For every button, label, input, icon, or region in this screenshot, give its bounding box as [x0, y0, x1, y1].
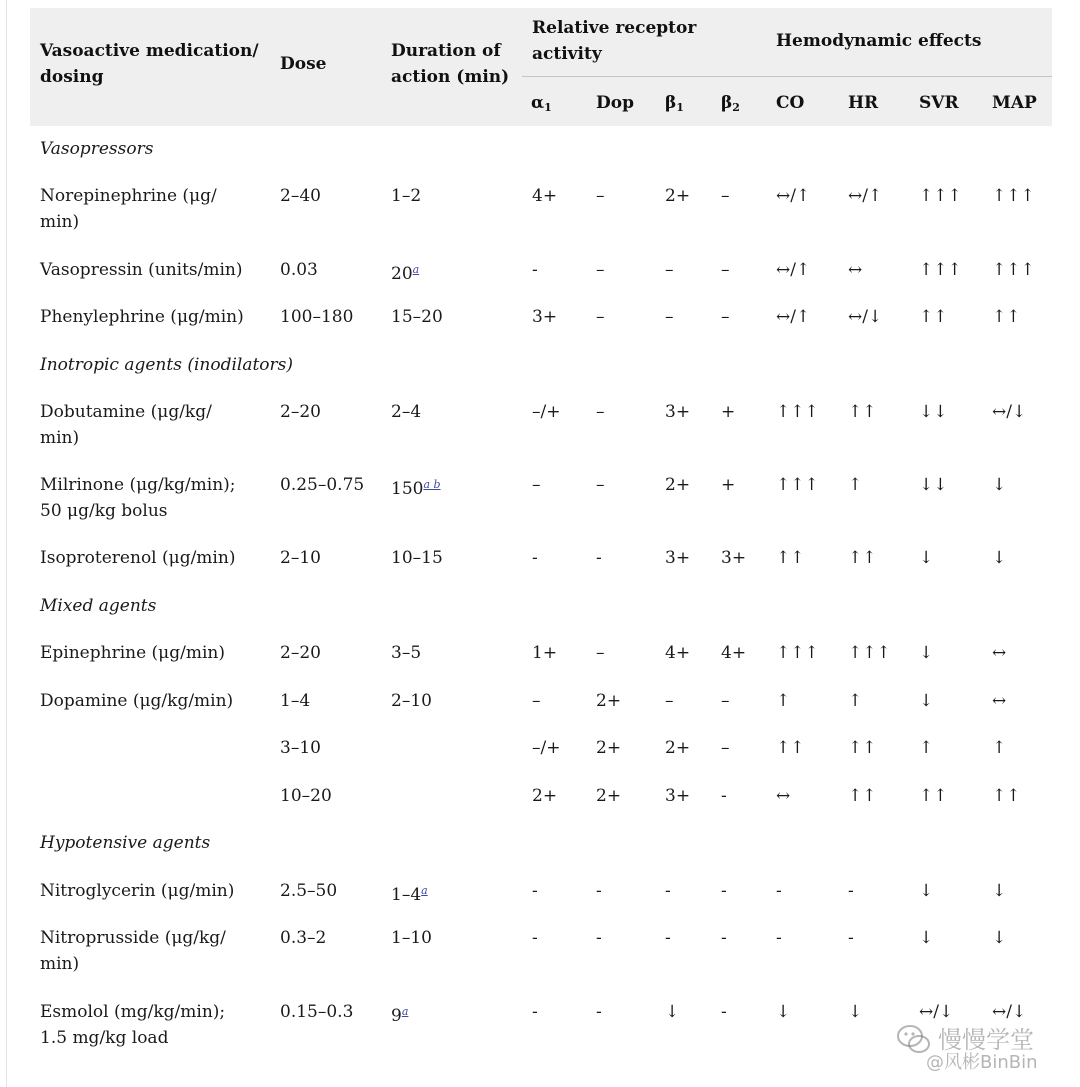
map-cell: ↑↑	[992, 786, 1021, 806]
svr-cell: ↓	[919, 643, 934, 663]
b2-cell: -	[721, 881, 727, 901]
b1-cell: –	[665, 260, 674, 280]
svr-cell: ↓	[919, 928, 934, 948]
medication-name: min)	[40, 428, 80, 448]
dop-cell: 2+	[596, 691, 622, 711]
duration-cell	[391, 688, 432, 714]
dose-cell: 0.15–0.3	[280, 1002, 354, 1022]
map-cell: ↔/↓	[992, 402, 1027, 422]
svr-cell: ↑↑	[919, 307, 948, 327]
dop-cell: –	[596, 307, 605, 327]
section-hypotensive: Hypotensive agents	[40, 833, 211, 853]
co-cell: ↑↑↑	[776, 475, 819, 495]
b2-cell: –	[721, 738, 730, 758]
b2-cell: -	[721, 786, 727, 806]
header-svr: SVR	[919, 93, 959, 113]
duration-cell	[391, 999, 408, 1029]
b2-cell: –	[721, 186, 730, 206]
a1-cell: –/+	[532, 402, 561, 422]
duration-value: 1–4	[391, 885, 422, 905]
hr-cell: ↑	[848, 475, 863, 495]
medication-name: Dopamine (μg/kg/min)	[40, 691, 234, 711]
dop-cell: 2+	[596, 786, 622, 806]
duration-value: 3–5	[391, 643, 422, 663]
co-cell: ↑↑↑	[776, 402, 819, 422]
dose-cell: 2–20	[280, 643, 321, 663]
medication-name: min)	[40, 954, 80, 974]
a1-cell: –/+	[532, 738, 561, 758]
alpha-symbol: α	[531, 93, 545, 113]
b2-cell: –	[721, 260, 730, 280]
b1-cell: 4+	[665, 643, 691, 663]
duration-value: 2–4	[391, 402, 422, 422]
dose-cell: 2.5–50	[280, 881, 338, 901]
medication-name: 1.5 mg/kg load	[40, 1028, 169, 1048]
hr-cell: ↔/↑	[848, 186, 883, 206]
co-cell: ↑↑	[776, 548, 805, 568]
b1-cell: 3+	[665, 402, 691, 422]
medication-name: Milrinone (μg/kg/min);	[40, 475, 236, 495]
footnote-link[interactable]: a b	[423, 478, 441, 491]
header-hr: HR	[848, 93, 879, 113]
beta1-subscript: 1	[676, 101, 684, 114]
b1-cell: 2+	[665, 475, 691, 495]
a1-cell: 3+	[532, 307, 558, 327]
medication-name: Epinephrine (μg/min)	[40, 643, 225, 663]
header-receptor-line1: Relative receptor	[532, 18, 697, 38]
dop-cell: -	[596, 928, 602, 948]
dop-cell: -	[596, 548, 602, 568]
footnote-link[interactable]: a	[421, 884, 428, 897]
co-cell: ↔	[776, 786, 791, 806]
duration-cell	[391, 925, 432, 951]
dop-cell: -	[596, 1002, 602, 1022]
b1-cell: –	[665, 691, 674, 711]
b1-cell: 2+	[665, 186, 691, 206]
a1-cell: 2+	[532, 786, 558, 806]
section-mixed: Mixed agents	[40, 596, 157, 616]
a1-cell: -	[532, 928, 538, 948]
medication-name: Dobutamine (μg/kg/	[40, 402, 212, 422]
duration-value: 1–10	[391, 928, 432, 948]
svr-cell: ↑↑↑	[919, 260, 962, 280]
co-cell: ↔/↑	[776, 186, 811, 206]
a1-cell: -	[532, 260, 538, 280]
svr-cell: ↓↓	[919, 475, 948, 495]
svr-cell: ↑↑	[919, 786, 948, 806]
header-receptor-line2: activity	[532, 44, 602, 64]
a1-cell: –	[532, 475, 541, 495]
co-cell: ↑↑	[776, 738, 805, 758]
map-cell: ↑↑↑	[992, 186, 1035, 206]
duration-value: 20	[391, 264, 413, 284]
co-cell: ↑	[776, 691, 791, 711]
header-co: CO	[776, 93, 805, 113]
medication-name: Nitroglycerin (μg/min)	[40, 881, 235, 901]
header-medication	[40, 38, 259, 90]
header-medication-line2: dosing	[40, 67, 104, 87]
svr-cell: ↓	[919, 548, 934, 568]
left-border	[6, 0, 7, 1087]
b2-cell: –	[721, 691, 730, 711]
medication-name: Esmolol (mg/kg/min);	[40, 1002, 226, 1022]
svr-cell: ↔/↓	[919, 1002, 954, 1022]
co-cell: ↓	[776, 1002, 791, 1022]
duration-value: 10–15	[391, 548, 443, 568]
co-cell: -	[776, 928, 782, 948]
duration-cell	[391, 472, 441, 502]
svr-cell: ↓↓	[919, 402, 948, 422]
beta2-symbol: β	[721, 93, 733, 113]
dop-cell: –	[596, 643, 605, 663]
hr-cell: ↔	[848, 260, 863, 280]
beta1-symbol: β	[665, 93, 677, 113]
duration-value: 1–2	[391, 186, 422, 206]
duration-cell	[391, 183, 421, 209]
hr-cell: ↑↑	[848, 786, 877, 806]
b2-cell: +	[721, 402, 736, 422]
footnote-link[interactable]: a	[401, 1005, 409, 1018]
b2-cell: +	[721, 475, 736, 495]
map-cell: ↓	[992, 881, 1007, 901]
b2-cell: -	[721, 1002, 727, 1022]
map-cell: ↑	[992, 738, 1007, 758]
duration-cell	[391, 399, 421, 425]
section-vasopressors: Vasopressors	[40, 139, 154, 159]
a1-cell: -	[532, 881, 538, 901]
dose-cell: 2–40	[280, 186, 321, 206]
duration-cell	[391, 878, 428, 908]
b2-cell: 4+	[721, 643, 747, 663]
header-beta1	[665, 90, 684, 121]
medication-name: Isoproterenol (μg/min)	[40, 548, 236, 568]
duration-cell	[391, 545, 443, 571]
hr-cell: -	[848, 881, 854, 901]
hr-cell: ↓	[848, 1002, 863, 1022]
map-cell: ↓	[992, 928, 1007, 948]
map-cell: ↑↑↑	[992, 260, 1035, 280]
header-group-rule	[522, 76, 1052, 77]
dose-cell: 3–10	[280, 738, 321, 758]
medication-name: Nitroprusside (μg/kg/	[40, 928, 226, 948]
map-cell: ↓	[992, 548, 1007, 568]
header-dop: Dop	[596, 93, 634, 113]
duration-cell	[391, 304, 443, 330]
svr-cell: ↓	[919, 691, 934, 711]
duration-value: 9	[391, 1006, 402, 1026]
duration-cell	[391, 640, 421, 666]
b2-cell: 3+	[721, 548, 747, 568]
duration-value: 2–10	[391, 691, 432, 711]
dose-cell: 2–10	[280, 548, 321, 568]
dop-cell: 2+	[596, 738, 622, 758]
watermark-title: 慢慢学堂	[938, 1026, 1034, 1054]
b1-cell: 3+	[665, 786, 691, 806]
medication-name: Vasopressin (units/min)	[40, 260, 243, 280]
co-cell: ↔/↑	[776, 260, 811, 280]
b1-cell: –	[665, 307, 674, 327]
header-duration-line1: Duration of	[391, 41, 501, 61]
duration-value: 150	[391, 479, 424, 499]
header-hemodynamic-group: Hemodynamic effects	[776, 31, 982, 51]
medication-name: min)	[40, 212, 80, 232]
dop-cell: –	[596, 475, 605, 495]
hr-cell: ↑	[848, 691, 863, 711]
b1-cell: 3+	[665, 548, 691, 568]
header-receptor-group	[532, 15, 696, 67]
header-beta2	[721, 90, 740, 121]
header-medication-line1: Vasoactive medication/	[40, 41, 259, 61]
b2-cell: -	[721, 928, 727, 948]
header-duration	[391, 38, 509, 90]
hr-cell: ↑↑	[848, 738, 877, 758]
dose-cell: 0.3–2	[280, 928, 327, 948]
map-cell: ↔	[992, 643, 1007, 663]
b1-cell: ↓	[665, 1002, 680, 1022]
svr-cell: ↓	[919, 881, 934, 901]
dop-cell: –	[596, 402, 605, 422]
b1-cell: -	[665, 928, 671, 948]
a1-cell: 4+	[532, 186, 558, 206]
medication-name: Phenylephrine (μg/min)	[40, 307, 244, 327]
dose-cell: 2–20	[280, 402, 321, 422]
beta2-subscript: 2	[732, 101, 740, 114]
co-cell: -	[776, 881, 782, 901]
co-cell: ↔/↑	[776, 307, 811, 327]
svr-cell: ↑	[919, 738, 934, 758]
duration-value: 15–20	[391, 307, 443, 327]
section-inotropic: Inotropic agents (inodilators)	[40, 355, 294, 375]
b1-cell: 2+	[665, 738, 691, 758]
dop-cell: –	[596, 186, 605, 206]
svr-cell: ↑↑↑	[919, 186, 962, 206]
dop-cell: –	[596, 260, 605, 280]
a1-cell: 1+	[532, 643, 558, 663]
dose-cell: 0.25–0.75	[280, 475, 365, 495]
map-cell: ↔	[992, 691, 1007, 711]
hr-cell: -	[848, 928, 854, 948]
header-alpha1	[531, 90, 552, 121]
dose-cell: 10–20	[280, 786, 332, 806]
map-cell: ↑↑	[992, 307, 1021, 327]
hr-cell: ↑↑	[848, 548, 877, 568]
a1-cell: -	[532, 548, 538, 568]
hr-cell: ↑↑↑	[848, 643, 891, 663]
a1-cell: -	[532, 1002, 538, 1022]
header-duration-line2: action (min)	[391, 67, 510, 87]
footnote-link[interactable]: a	[412, 263, 420, 276]
co-cell: ↑↑↑	[776, 643, 819, 663]
header-map: MAP	[992, 93, 1037, 113]
dop-cell: -	[596, 881, 602, 901]
medication-name: Norepinephrine (μg/	[40, 186, 217, 206]
map-cell: ↔/↓	[992, 1002, 1027, 1022]
map-cell: ↓	[992, 475, 1007, 495]
hr-cell: ↔/↓	[848, 307, 883, 327]
dose-cell: 100–180	[280, 307, 354, 327]
medication-name: 50 μg/kg bolus	[40, 501, 168, 521]
alpha-subscript: 1	[544, 101, 552, 114]
dose-cell: 1–4	[280, 691, 311, 711]
b1-cell: -	[665, 881, 671, 901]
duration-cell	[391, 257, 419, 287]
b2-cell: –	[721, 307, 730, 327]
header-dose: Dose	[280, 54, 327, 74]
hr-cell: ↑↑	[848, 402, 877, 422]
a1-cell: –	[532, 691, 541, 711]
dose-cell: 0.03	[280, 260, 318, 280]
watermark-handle: @风彬BinBin	[926, 1052, 1038, 1073]
